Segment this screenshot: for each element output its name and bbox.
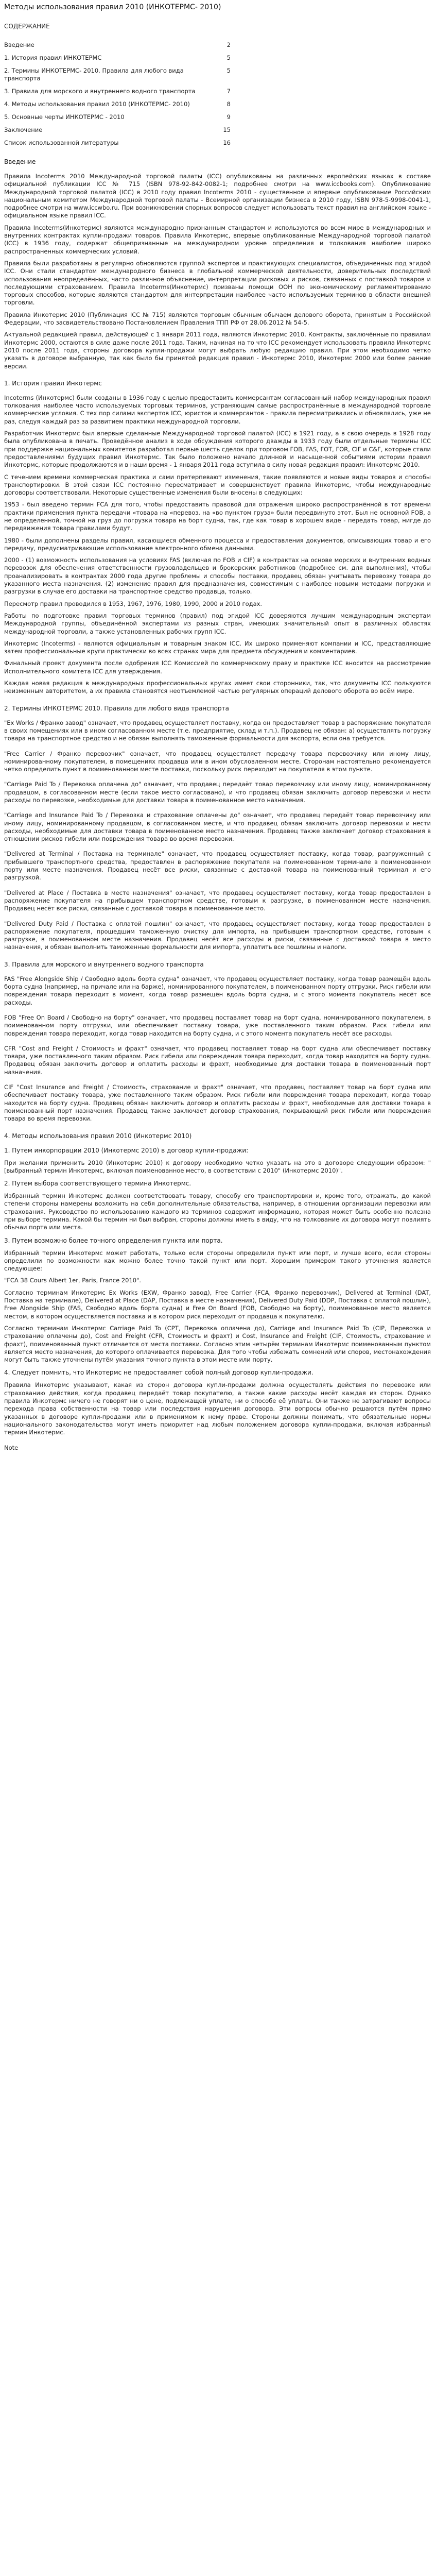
- paragraph: Правила Инкотермс 2010 (Публикация ICC № 715) являются торговым обычным обычаем делового оборота, принятым в Российской Федерации, что засвидетельствовано Постановлением Правления ТПП РФ от 28.06.2012 № 54-5.: [4, 311, 431, 327]
- paragraph: "Free Carrier / Франко перевозчик" означает, что продавец осуществляет передачу товара перевозчику или иному лицу, номинированному покупателем, в помещениях продавца или в ином обусловленном месте. Сторонам настоятельно рекомендуется четко определить пункт в поименованном месте поставки, поскольку риск переходит на покупателя в этом пункте.: [4, 750, 431, 773]
- toc-item-label: 4. Методы использования правил 2010 (ИНКОТЕРМС- 2010): [4, 100, 190, 108]
- paragraph: Правила Инкотермс указывают, какая из сторон договора купли-продажи должна осуществлять действия по перевозке или страхованию действия, когда продавец передаёт товар покупателю, а также какие расходы несёт каждая из сторон. Однако правила Инкотермс ничего не говорят ни о цене, подлежащей уплате, ни о способе её уплаты. Они также не затрагивают вопросы перехода права собственности на товар или последствия нарушения договора. Эти вопросы обычно решаются путём прямо указанных в договоре купли-продажи или в применимом к нему праве. Стороны должны понимать, что обязательные нормы национального законодательства могут иметь приоритет над любым положением договора купли-продажи, включая избранный термин Инкотермс.: [4, 1381, 431, 1436]
- method-title: 1. Путем инкорпорации 2010 (Инкотермс 2010) в договор купли-продажи:: [4, 1146, 249, 1154]
- paragraph: С течением времени коммерческая практика и сами претерпевают изменения, такие появляются и новые виды товаров и способы транспортировки. В этой связи ICC постоянно пересматривает и совершенствует правила Инкотермс, чтобы международные договоры соответствовали. Некоторые существенные изменения были вносены в следующих:: [4, 473, 431, 497]
- toc-item-label: Введение: [4, 41, 34, 48]
- section-heading: 2. Термины ИНКОТЕРМС 2010. Правила для любого вида транспорта: [4, 704, 229, 712]
- history-section: [4, 380, 431, 696]
- intro-section: [4, 158, 431, 370]
- section-heading: 1. История правил Инкотермс: [4, 379, 102, 387]
- paragraph: Правила Incoterms 2010 Международной торговой палаты (ICC) опубликованы на различных европейских языках в составе официальной публикации ICC № 715 (ISBN 978-92-842-0082-1; подробнее смотри на www.iccbooks.com). Опубликование Международной торговой палатой (ICC) в 2010 году правил Incoterms 2010 - существенное и впервые опубликование Российским национальным комитетом Международной торговой палаты - Всемирной организации бизнеса в 2010 году, ISBN 978-5-9998-0041-1, подробнее смотри на www.iccwbo.ru. При возникновении спорных вопросов следует использовать текст правил на английском языке - официальном языке правил ICC.: [4, 173, 431, 219]
- toc-item-page: 7: [226, 88, 231, 95]
- paragraph: Избранный термин Инкотермс должен соответствовать товару, способу его транспортировки и, кроме того, отражать, до какой степени стороны намерены возложить на себя дополнительные обязательства, например, в отношении организации перевозки или страхования. Руководство по использованию каждого из терминов содержит информацию, которая может быть особенно полезна при выборе термина. Какой бы термин ни был выбран, стороны должны иметь в виду, что на толкование их договора могут повлиять обычаи порта или места.: [4, 1192, 431, 1231]
- paragraph: Избранный термин Инкотермс может работать, только если стороны определили пункт или порт, и лучше всего, если стороны определили по возможности как можно более точно такой пункт или порт. Хорошим примером такого уточнения является следующее:: [4, 1249, 431, 1273]
- toc-item-page: 2: [226, 41, 231, 48]
- method-title: 3. Путем возможно более точного определения пункта или порта.: [4, 1236, 223, 1244]
- toc-item-label: 3. Правила для морского и внутреннего водного транспорта: [4, 88, 196, 95]
- toc-item-label: 5. Основные черты ИНКОТЕРМС - 2010: [4, 113, 125, 121]
- toc-item-label: Заключение: [4, 126, 43, 133]
- paragraph: CFR "Cost and Freight / Стоимость и фрахт" означает, что продавец поставляет товар на борт судна или обеспечивает поставку товара, уже поставленного таким образом. Риск гибели или повреждения товара переходит, когда товар находится на борту судна. Продавец обязан заключить договор и оплатить расходы и фрахт, необходимые для доставки товара в поименованный порт назначения.: [4, 1044, 431, 1076]
- table-of-contents: [4, 41, 231, 147]
- paragraph: Согласно терминам Инкотермс Ex Works (EXW, Франко завод), Free Carrier (FCA, Франко перевозчик), Delivered at Terminal (DAT, Поставка на терминале), Delivered at Place (DAP, Поставка в месте назначения), Delivered Duty Paid (DDP, Поставка с оплатой пошлин), Free Alongside Ship (FAS, Свободно вдоль борта судна) и Free On Board (FOB, Свободно на борту), поименованное место является местом, в котором осуществляется поставка и в котором риск переходит от продавца к покупателю.: [4, 1289, 431, 1320]
- method-title: 2. Путем выбора соответствующего термина Инкотермс.: [4, 1180, 191, 1188]
- toc-item-page: 16: [223, 139, 231, 146]
- section-heading: 3. Правила для морского и внутреннего водного транспорта: [4, 960, 204, 968]
- paragraph: Пересмотр правил проводился в 1953, 1967, 1976, 1980, 1990, 2000 и 2010 годах.: [4, 600, 263, 607]
- paragraph: Актуальной редакцией правил, действующей с 1 января 2011 года, являются Инкотермс 2010. Контракты, заключённые по правилам Инкотермс 2000, остаются в силе даже после 2011 года. Таким, начиная на то что ICC рекомендует использовать правила Инкотермс 2010 после 2011 года, стороны договора купли-продажи могут выбрать любую редакцию правил. При этом необходимо четко указать в договоре выбранную, так как было бы принятой редакция правил - Инкотермс 2010, Инкотермс 2000 или более ранние версии.: [4, 331, 431, 370]
- paragraph: Финальный проект документа после одобрения ICC Комиссией по коммерческому праву и практике ICC вносится на рассмотрение Исполнительного комитета ICC для утверждения.: [4, 659, 431, 675]
- paragraph: 1953 - был введено термин FCA для того, чтобы предоставить правовой для отражения широко распространённой в тот времени практики применения пункта передачи «товара на «перевоз. на «во пунктом груза» были передвинуто этот. Был не основной FOB, а не определенной, точной на груз до погрузки товара на борт судна, так, где как товар в хорошем виде - передать товар, нигде до передвижения товара правилами будут.: [4, 501, 431, 532]
- toc-item-label: 2. Термины ИНКОТЕРМС- 2010. Правила для любого вида транспорта: [4, 67, 184, 82]
- toc-item-page: 15: [223, 126, 231, 133]
- paragraph: "Delivered at Place / Поставка в месте назначения" означает, что продавец осуществляет поставку, когда товар предоставлен в распоряжение покупателя на прибывшем транспортном средстве, готовым к разгрузке, в поименованном месте назначения. Продавец несёт все риски, связанные с доставкой товара в поименованное место.: [4, 889, 431, 912]
- paragraph: При желании применить 2010 (Инкотермс 2010) к договору необходимо четко указать на это в договоре следующим образом: "[выбранный термин Инкотермс, включая поименованное место, в соответствии с 2010" (Инкотермс 2010)".: [4, 1159, 431, 1174]
- paragraph: Правила были разработаны в регулярно обновляются группой экспертов и практикующих специалистов, объединенных под эгидой ICC. Они стали стандартом международного бизнеса в глобальной коммерческой деятельности, доверительных последствий использования неопределённых, часто различное объяснение, интерпретации рисковых и рисков, связанных с поставкой товаров и последующими страхованием. Правила Incoterms(Инкотермс) призваны помощи ООН по экономическому регламентированию торговых способов, которые являются стандартом для интерпретации наиболее часто используемых терминов в области внешней торговли.: [4, 259, 431, 307]
- paragraph: "Carriage Paid To / Перевозка оплачена до" означает, что продавец передаёт товар перевозчику или иному лицу, номинированному продавцом, в согласованном месте (если такое место согласовано), и что продавец обязан заключить договор перевозки и нести расходы по перевозке, необходимые для доставки товара в поименованное место назначения.: [4, 781, 431, 804]
- toc-item-page: 9: [226, 113, 231, 121]
- page-title: Методы использования правил 2010 (ИНКОТЕРМС- 2010): [4, 3, 221, 11]
- paragraph: Правила Incoterms(Инкотермс) являются международно признанным стандартом и используются во всем мире в международных и внутренних контрактах купли-продажи товаров. Правила Инкотермс, впервые опубликованные Международной торговой палатой (ICC) в 1936 году, содержат общепризнанные на международном уровне определения и толкования наиболее широко распространенных коммерческих условий.: [4, 224, 431, 255]
- toc-heading: СОДЕРЖАНИЕ: [4, 23, 50, 30]
- footer-note: Note: [4, 1444, 19, 1451]
- toc-item[interactable]: [4, 67, 231, 82]
- paragraph: "Carriage and Insurance Paid To / Перевозка и страхование оплачены до" означает, что продавец передаёт товар перевозчику или иному лицу, номинированному продавцом, в согласованном месте, и что продавец обязан заключить договор перевозки и нести расходы, необходимые для доставки товара в поименованное место назначения. Продавец также заключает договор страхования в отношении рисков гибели или повреждения товара во время перевозки.: [4, 811, 431, 843]
- toc-item[interactable]: [4, 88, 231, 95]
- paragraph: Согласно терминам Инкотермс Carriage Paid To (CPT, Перевозка оплачена до), Carriage and Insurance Paid To (CIP, Перевозка и страхование оплачены до), Cost and Freight (CFR, Стоимость и фрахт) и Cost, Insurance and Freight (CIF, Стоимость, страхование и фрахт), поименованный пункт отличается от места поставки. Согласно этим четырём терминам Инкотермс поименованным пунктом является место назначения, до которого оплачивается перевозка. Для того чтобы избежать сомнений или споров, местонахождения могут быть также уточнены путём указания точного пункта в этом месте или порту.: [4, 1324, 431, 1364]
- terms-section: [4, 705, 431, 952]
- toc-item[interactable]: [4, 41, 231, 49]
- paragraph: FAS "Free Alongside Ship / Свободно вдоль борта судна" означает, что продавец осуществляет поставку, когда товар размещён вдоль борта судна (например, на причале или на барже), номинированного покупателем, в поименованном порту отгрузки. Риск гибели или повреждения товара переходит в момент, когда товар размещён вдоль борта судна, и с этого момента покупатель несёт все расходы.: [4, 975, 431, 1006]
- section-heading: 4. Методы использования правил 2010 (Инкотермс 2010): [4, 1132, 192, 1140]
- paragraph: "Ex Works / Франко завод" означает, что продавец осуществляет поставку, когда он предоставляет товар в распоряжение покупателя в своих помещениях или в ином согласованном месте (т.е. предприятие, склад и т.п.). Продавец не обязан: a) осуществлять погрузку товара на транспортное средство и не обязан выполнять таможенные формальности для экспорта, если она требуется.: [4, 719, 431, 742]
- paragraph: 2000 - (1) возможность использования на условиях FAS (включая по FOB и CIF) в контрактах на основе морских и внутренних водных перевозок для обеспечения ответственности грузовладельцев и брокерских работников (подробнее см. для выполнения), чтобы проанализировать в контрактах 2000 года другие проблемы и способы поставки, продавец обязан учитывать перевозку товара до указанного места назначения. (2) изменение правил для предназначения, совместимым с наиболее новыми методами погрузки и разгрузки в случае его доставки на транспортное средство продавца, только.: [4, 556, 431, 596]
- sea-section: [4, 961, 431, 1123]
- toc-item-label: Список использованной литературы: [4, 139, 119, 146]
- toc-item[interactable]: [4, 113, 231, 121]
- toc-item[interactable]: [4, 126, 231, 134]
- paragraph: Разработчик Инкотермс был впервые сделанные Международной торговой палатой (ICC) в 1921 году, а в свою очередь в 1928 году была опубликована в печать. Проведённое анализ в ходе обсуждения которого дважды в 1933 году были отдельные термины ICC при поддержке национальных комитетов разработал первые шесть сделок при торговом FOB, FAS, FOT, FOR, CIF и C&F, которые стали предоставлениями будущих правил Инкотермс. Так было положено начало длинной и насыщенной событиями истории правил Инкотермс, которые продолжаются и в наши время - 1 января 2011 года вступила в силу новая редакция правил: Инкотермс 2010.: [4, 430, 431, 469]
- toc-item-page: 8: [226, 100, 231, 108]
- toc-item[interactable]: [4, 139, 231, 147]
- paragraph: Инкотермс (Incoterms) - являются официальным и товарным знаком ICC. Их широко применяют компании и ICC, представляющие затем профессиональные круги практически во всех странах мира для предмета обсуждения и комментариев.: [4, 639, 431, 655]
- section-heading: Введение: [4, 158, 36, 165]
- paragraph: Работы по подготовке правил торговых терминов (правил) под эгидой ICC доверяются лучшим международным экспертам Международной группы, объединённой экспертами из разных стран, имеющих значительный опыт в различных областях международной торговли, а также установленных рабочих групп ICC.: [4, 612, 431, 635]
- paragraph: "Delivered Duty Paid / Поставка с оплатой пошлин" означает, что продавец осуществляет поставку, когда товар предоставлен в распоряжение покупателя, прошедшим таможенную очистку для импорта, на прибывшем транспортном средстве, готовым к разгрузке, в поименованном месте назначения. Продавец несёт все расходы и риски, связанные с доставкой товара в место назначения, и обязан выполнить таможенные формальности для импорта, уплатить все пошлины и налоги.: [4, 920, 431, 951]
- paragraph: Каждая новая редакция в международных профессиональных кругах имеет свои сторонники, так, что документы ICC пользуются неизменным авторитетом, а их правила становятся неотъемлемой частью регулярных операций делового оборота во всём мире.: [4, 680, 431, 695]
- paragraph: "Delivered at Terminal / Поставка на терминале" означает, что продавец осуществляет поставку, когда товар, разгруженный с прибывшего транспортного средства, предоставлен в распоряжение покупателя на поименованном терминале в поименованном порту или месте назначения. Продавец несёт все риски, связанные с доставкой товара на поименованный терминал и его разгрузкой.: [4, 850, 431, 882]
- toc-item-page: 5: [226, 67, 231, 74]
- paragraph: FOB "Free On Board / Свободно на борту" означает, что продавец поставляет товар на борт судна, номинированного покупателем, в поименованном порту отгрузки, или обеспечивает поставку товара, уже поставленного таким образом. Риск гибели или повреждения товара переходит, когда товар находится на борту судна, и с этого момента покупатель несёт все расходы.: [4, 1013, 431, 1037]
- paragraph: 1980 - были дополнены разделы правил, касающиеся обменного процесса и предоставления документов, описывающих товар и его передачу, предусматривающие использование электронного обмена данными.: [4, 536, 431, 552]
- toc-item[interactable]: [4, 100, 231, 108]
- toc-item-page: 5: [226, 54, 231, 61]
- toc-item[interactable]: [4, 54, 231, 62]
- method-title: 4. Следует помнить, что Инкотермс не предоставляет собой полный договор купли-продажи.: [4, 1369, 313, 1377]
- paragraph: CIF "Cost Insurance and Freight / Стоимость, страхование и фрахт" означает, что продавец поставляет товар на борт судна или обеспечивает поставку товара, уже поставленного таким образом. Риск гибели или повреждения товара переходит, когда товар находится на борту судна. Продавец обязан заключить договор и оплатить расходы и фрахт, необходимые для доставки товара в поименованный порт назначения. Продавец также заключает договор страхования, покрывающий риск гибели или повреждения товара во время перевозки.: [4, 1083, 431, 1123]
- paragraph: "FCA 38 Cours Albert 1er, Paris, France 2010".: [4, 1277, 142, 1284]
- methods-section: [4, 1132, 431, 1437]
- paragraph: Incoterms (Инкотермс) были созданы в 1936 году с целью предоставить коммерсантам согласованный набор международных правил толкования наиболее часто используемых торговых терминов, устраняющим самые распространённые в международной торговле коммерческие условия. С тех пор силами экспертов ICC, юристов и коммерсантов - правила пересматривались и обновлялись, уже не раз, следуя каждый раз за развитием практики международной торговли.: [4, 394, 431, 425]
- toc-item-label: 1. История правил ИНКОТЕРМС: [4, 54, 102, 61]
